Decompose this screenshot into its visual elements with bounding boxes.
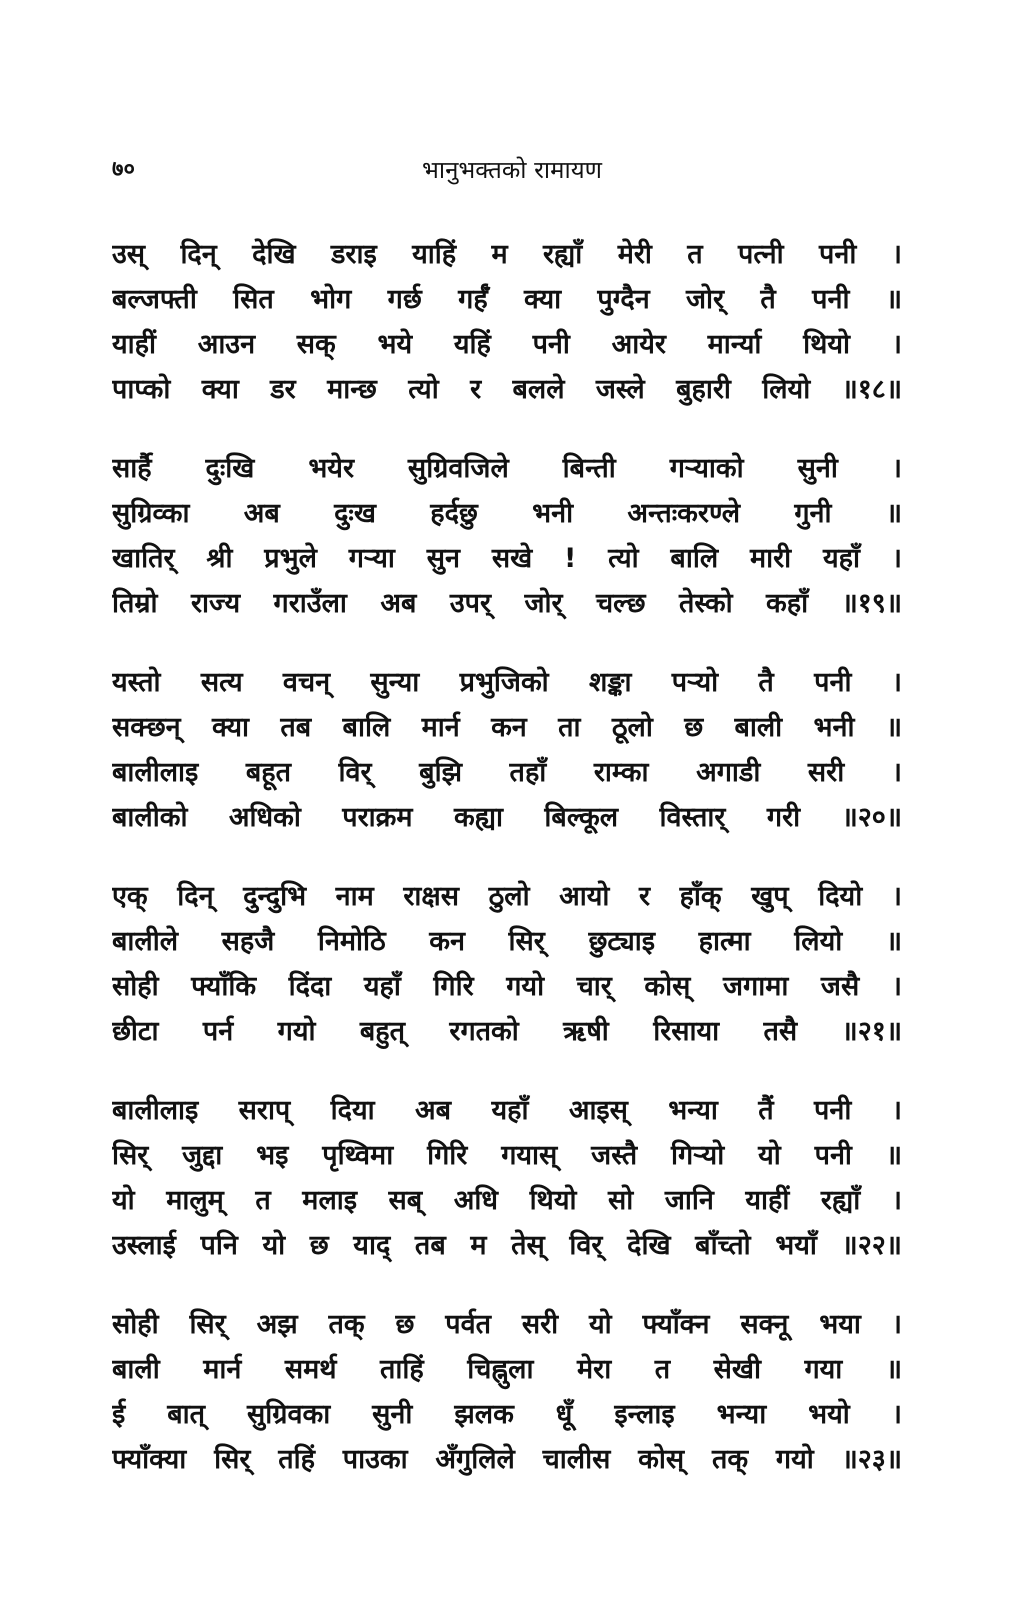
verse-line: बालीको अधिको पराक्रम कह्या बिल्कूल विस्तार् गरी ॥२०॥: [112, 802, 902, 833]
page-number: ७०: [112, 157, 135, 182]
running-title: भानुभक्तको रामायण: [422, 156, 602, 184]
stanza-20: [112, 660, 902, 840]
stanza-18: [112, 232, 902, 412]
verse-line: उस्लाई पनि यो छ याद् तब म तेस् विर् देखि बाँच्तो भयाँ ॥२२॥: [112, 1230, 902, 1261]
stanza-21: [112, 874, 902, 1054]
stanza-22: [112, 1088, 902, 1268]
verse-line: सक्छन् क्या तब बालि मार्न कन ता ठूलो छ बाली भनी ॥: [112, 712, 902, 743]
verse-line: बाली मार्न समर्थ ताहिं चिह्नुला मेरा त सेखी गया ॥: [112, 1354, 902, 1385]
verse-line: यो मालुम् त मलाइ सब् अधि थियो सो जानि याहीं रह्याँ ।: [112, 1185, 902, 1216]
verse-line: बालीलाइ बहूत विर् बुझि तहाँ राम्का अगाडी सरी ।: [112, 757, 902, 788]
verse-line: सोही फ्याँकि दिंदा यहाँ गिरि गयो चार् कोस् जगामा जसै ।: [112, 971, 902, 1002]
verse-line: तिम्रो राज्य गराउँला अब उपर् जोर् चल्छ तेस्को कहाँ ॥१९॥: [112, 588, 902, 619]
stanza-19: [112, 446, 902, 626]
verse-line: याहीं आउन सक् भये यहिं पनी आयेर मार्न्या थियो ।: [112, 329, 902, 360]
verse-line: एक् दिन् दुन्दुभि नाम राक्षस ठुलो आयो र हाँक् खुप् दियो ।: [112, 881, 902, 912]
verse-line: सोही सिर् अझ तक् छ पर्वत सरी यो फ्याँक्न सक्नू भया ।: [112, 1309, 902, 1340]
verse-line: बालीलाइ सराप् दिया अब यहाँ आइस् भन्या तैं पनी ।: [112, 1095, 902, 1126]
verse-line: सुग्रिव्का अब दुःख हर्दछु भनी अन्तःकरण्ले गुनी ॥: [112, 498, 902, 529]
verse-line: यस्तो सत्य वचन् सुन्या प्रभुजिको शङ्का पर्‍यो तै पनी ।: [112, 667, 902, 698]
poem-body: [112, 232, 902, 1516]
verse-line: सार्है दुःखि भयेर सुग्रिवजिले बिन्ती गर्‍याको सुनी ।: [112, 453, 902, 484]
verse-line: सिर् जुद्दा भइ पृथ्विमा गिरि गयास् जस्तै गिर्‍यो यो पनी ॥: [112, 1140, 902, 1171]
stanza-23: [112, 1302, 902, 1482]
verse-line: छीटा पर्न गयो बहुत् रगतको ऋषी रिसाया तसै ॥२१॥: [112, 1016, 902, 1047]
verse-line: बालीले सहजै निमोठि कन सिर् छुट्याइ हात्मा लियो ॥: [112, 926, 902, 957]
verse-line: पाप्को क्या डर मान्छ त्यो र बलले जस्ले बुहारी लियो ॥१८॥: [112, 374, 902, 405]
verse-line: ई बात् सुग्रिवका सुनी झलक धूँ इन्लाइ भन्या भयो ।: [112, 1399, 902, 1430]
page-header: [0, 150, 1024, 190]
verse-line: उस् दिन् देखि डराइ याहिं म रह्याँ मेरी त पत्नी पनी ।: [112, 239, 902, 270]
verse-line: फ्याँक्या सिर् तहिं पाउका अँगुलिले चालीस कोस् तक् गयो ॥२३॥: [112, 1444, 902, 1475]
verse-line: खातिर् श्री प्रभुले गर्‍या सुन सखे ! त्यो बालि मारी यहाँ ।: [112, 543, 902, 574]
verse-line: बल्जफ्ती सित भोग गर्छ गर्हँ क्या पुग्दैन जोर् तै पनी ॥: [112, 284, 902, 315]
